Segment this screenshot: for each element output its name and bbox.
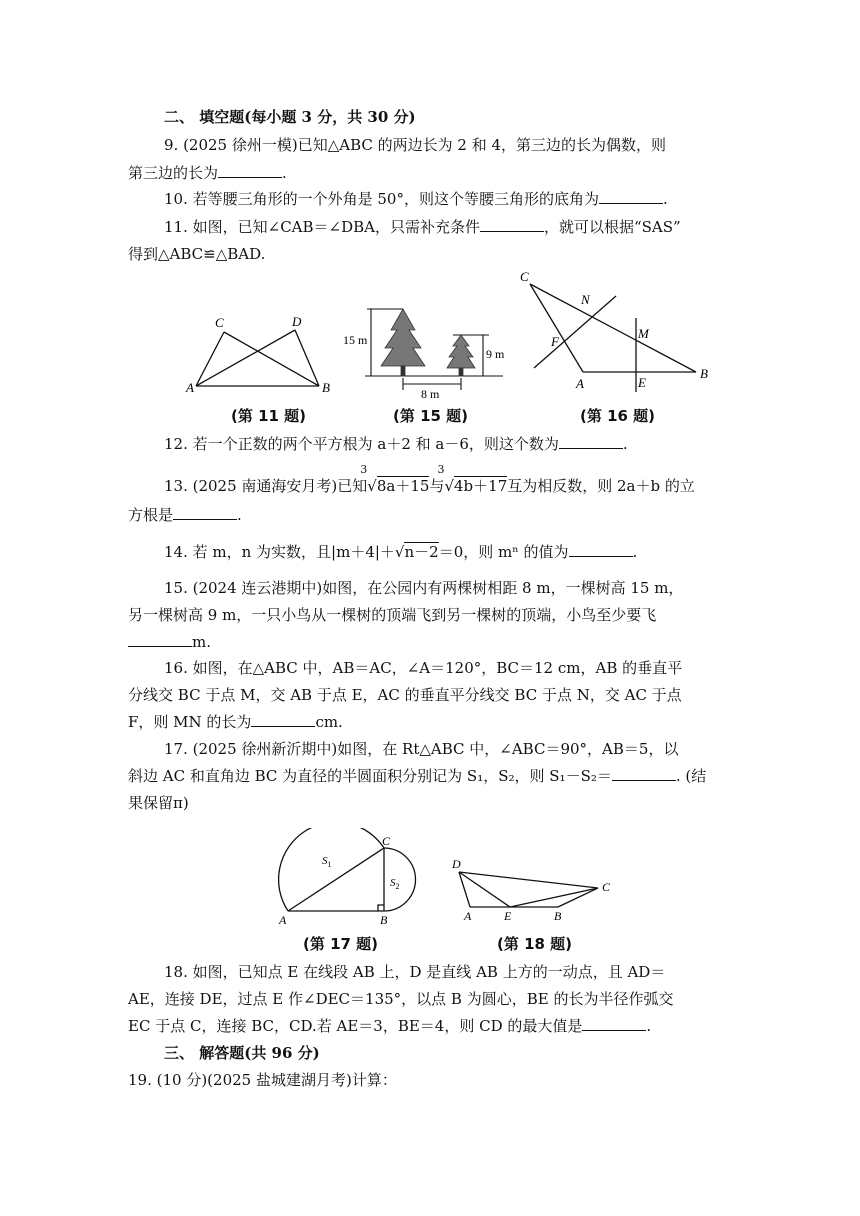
q15-line2: 另一棵树高 9 m，一只小鸟从一棵树的顶端飞到另一棵树的顶端，小鸟至少要飞 bbox=[128, 606, 657, 624]
radicand: n－2 bbox=[404, 543, 439, 561]
q15-line3: m. bbox=[128, 632, 211, 652]
section-2-title: 二、 填空题(每小题 3 分，共 30 分) bbox=[164, 108, 416, 126]
q10: 10. 若等腰三角形的一个外角是 50°，则这个等腰三角形的底角为 . bbox=[164, 190, 668, 208]
right-angle-mark bbox=[378, 905, 384, 911]
label-a: A bbox=[279, 913, 287, 926]
label-8m: 8 m bbox=[421, 387, 440, 400]
caption-fig15: (第 15 题) bbox=[393, 407, 469, 425]
label-9m: 9 m bbox=[486, 347, 505, 361]
label-a: A bbox=[464, 909, 472, 923]
q16-line2: 分线交 BC 于点 M，交 AB 于点 E，AC 的垂直平分线交 BC 于点 N，交 AC 于点 bbox=[128, 686, 682, 704]
q18-line1: 18. 如图，已知点 E 在线段 AB 上，D 是直线 AB 上方的一动点，且 AD＝ bbox=[164, 963, 666, 981]
q9-line2: 第三边的长为 . bbox=[128, 164, 287, 182]
q12: 12. 若一个正数的两个平方根为 a＋2 和 a－6，则这个数为 . bbox=[164, 435, 628, 453]
answer-blank[interactable] bbox=[128, 632, 192, 647]
answer-blank[interactable] bbox=[599, 189, 663, 204]
segment-ca bbox=[530, 284, 583, 372]
label-c: C bbox=[215, 315, 224, 330]
label-c: C bbox=[602, 880, 611, 894]
q14: 14. 若 m，n 为实数，且|m＋4|＋√n－2＝0，则 mⁿ 的值为 . bbox=[164, 543, 638, 561]
q17-line3: 果保留π) bbox=[128, 794, 189, 812]
q16-line3: F，则 MN 的长为 cm. bbox=[128, 713, 343, 731]
figure-11 bbox=[184, 312, 334, 402]
answer-blank[interactable] bbox=[173, 505, 237, 520]
answer-blank[interactable] bbox=[480, 217, 544, 232]
answer-blank[interactable] bbox=[582, 1016, 646, 1031]
label-b: B bbox=[380, 913, 388, 926]
answer-blank[interactable] bbox=[218, 163, 282, 178]
label-c: C bbox=[520, 269, 529, 284]
q11-line2: 得到△ABC≌△BAD. bbox=[128, 245, 266, 263]
label-s2: $S_2$ bbox=[390, 877, 400, 891]
trunk-small bbox=[459, 368, 463, 376]
label-n: N bbox=[581, 292, 590, 307]
label-b: B bbox=[700, 366, 708, 381]
answer-blank[interactable] bbox=[612, 766, 676, 781]
radicand-1: 8a＋15 bbox=[376, 477, 430, 495]
radicand-2: 4b＋17 bbox=[454, 477, 508, 495]
q17-line2: 斜边 AC 和直角边 BC 为直径的半圆面积分别记为 S₁，S₂，则 S₁－S₂＝ . (结 bbox=[128, 767, 707, 785]
label-c: C bbox=[382, 834, 391, 848]
section-3-title: 三、 解答题(共 96 分) bbox=[164, 1044, 320, 1062]
segment-ec bbox=[510, 888, 598, 907]
caption-fig16: (第 16 题) bbox=[580, 407, 656, 425]
label-a: A bbox=[576, 376, 584, 391]
label-15m: 15 m bbox=[343, 333, 368, 347]
label-b: B bbox=[554, 909, 562, 923]
q13-line1: 13. (2025 南通海安月考)已知 3 √8a＋15与 3 √4b＋17互为相反数，则 2a＋b 的立 bbox=[164, 476, 695, 496]
trunk-large bbox=[401, 366, 405, 376]
label-m: M bbox=[638, 326, 649, 341]
perpendicular-bisector-ac bbox=[534, 296, 616, 368]
segment-ac bbox=[288, 848, 384, 911]
figure-15 bbox=[343, 300, 513, 400]
tree-small-icon bbox=[447, 335, 475, 368]
segment-cb bbox=[530, 284, 696, 372]
figure-18 bbox=[446, 852, 616, 924]
segment-bc bbox=[558, 888, 598, 907]
tree-large-icon bbox=[381, 309, 425, 366]
q17-line1: 17. (2025 徐州新沂期中)如图，在 Rt△ABC 中，∠ABC＝90°，AB＝5，以 bbox=[164, 740, 679, 758]
answer-blank[interactable] bbox=[559, 434, 623, 449]
segment-ad bbox=[459, 872, 470, 907]
label-s1: $S_1$ bbox=[322, 855, 332, 869]
q11-line1: 11. 如图，已知∠CAB＝∠DBA，只需补充条件 ，就可以根据“SAS” bbox=[164, 218, 681, 236]
caption-fig17: (第 17 题) bbox=[303, 935, 379, 953]
label-d: D bbox=[452, 857, 461, 871]
cube-root-index: 3 bbox=[360, 463, 368, 476]
answer-blank[interactable] bbox=[569, 542, 633, 557]
label-a: A bbox=[186, 380, 194, 395]
q9-line1: 9. (2025 徐州一模)已知△ABC 的两边长为 2 和 4，第三边的长为偶数，则 bbox=[164, 136, 667, 154]
caption-fig11: (第 11 题) bbox=[231, 407, 307, 425]
figure-16 bbox=[514, 268, 714, 393]
q19: 19. (10 分)(2025 盐城建湖月考)计算： bbox=[128, 1071, 397, 1089]
label-d: D bbox=[292, 314, 302, 329]
label-e: E bbox=[504, 909, 512, 923]
figure-17 bbox=[278, 828, 428, 926]
segment-bd bbox=[295, 330, 319, 386]
cube-root-index: 3 bbox=[437, 463, 445, 476]
label-f: F bbox=[551, 334, 559, 349]
q15-line1: 15. (2024 连云港期中)如图，在公园内有两棵树相距 8 m，一棵树高 15 m， bbox=[164, 579, 684, 597]
q18-line2: AE，连接 DE，过点 E 作∠DEC＝135°，以点 B 为圆心，BE 的长为半径作弧交 bbox=[128, 990, 674, 1008]
label-e: E bbox=[638, 375, 646, 390]
label-b: B bbox=[322, 380, 330, 395]
q18-line3: EC 于点 C，连接 BC，CD.若 AE＝3，BE＝4，则 CD 的最大值是 . bbox=[128, 1017, 652, 1035]
semicircle-s2 bbox=[384, 848, 416, 911]
segment-cb bbox=[224, 332, 319, 386]
semicircle-s1 bbox=[279, 828, 384, 911]
caption-fig18: (第 18 题) bbox=[497, 935, 573, 953]
answer-blank[interactable] bbox=[251, 712, 315, 727]
q16-line1: 16. 如图，在△ABC 中，AB＝AC，∠A＝120°，BC＝12 cm，AB 的垂直平 bbox=[164, 659, 683, 677]
q13-line2: 方根是 . bbox=[128, 506, 242, 524]
